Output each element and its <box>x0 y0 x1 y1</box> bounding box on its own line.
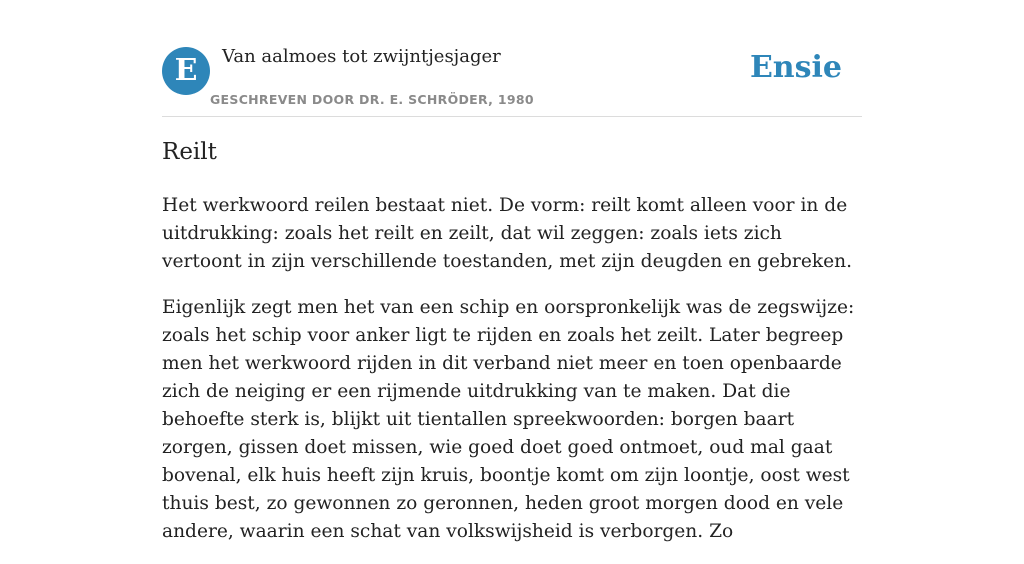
entry-paragraph: Het werkwoord reilen bestaat niet. De vorm: reilt komt alleen voor in de uitdrukking: zoals het reilt en zeilt, dat wil zeggen: zoals iets zich vertoont in zijn verschillende toestanden, met zijn deugden en gebreken. <box>162 195 852 272</box>
entry-paragraph: Eigenlijk zegt men het van een schip en oorspronkelijk was de zegswijze: zoals het schip voor anker ligt te rijden en zoals het zeilt. Later begreep men het werkwoord rijden in dit verband niet meer en toen openbaarde zich de neiging er een rijmende uitdrukking van te maken. Dat die behoefte sterk is, blijkt uit tientallen spreekwoorden: borgen baart zorgen, gissen doet missen, wie goed doet goed ontmoet, oud mal gaat bovenal, elk huis heeft zijn kruis, boontje komt om zijn loontje, oost west thuis best, zo gewonnen zo geronnen, heden groot morgen dood en vele andere, waarin een schat van volkswijsheid is verborgen. Zo <box>162 297 855 542</box>
entry-title: Reilt <box>162 139 217 165</box>
site-header <box>162 46 862 117</box>
author-byline: GESCHREVEN DOOR DR. E. SCHRÖDER, 1980 <box>210 92 534 107</box>
ensie-brand-link[interactable]: Ensie <box>749 50 842 85</box>
entry-content <box>162 192 864 564</box>
ensie-logo-icon[interactable]: E <box>162 47 210 95</box>
book-title-link[interactable]: Van aalmoes tot zwijntjesjager <box>222 46 501 67</box>
